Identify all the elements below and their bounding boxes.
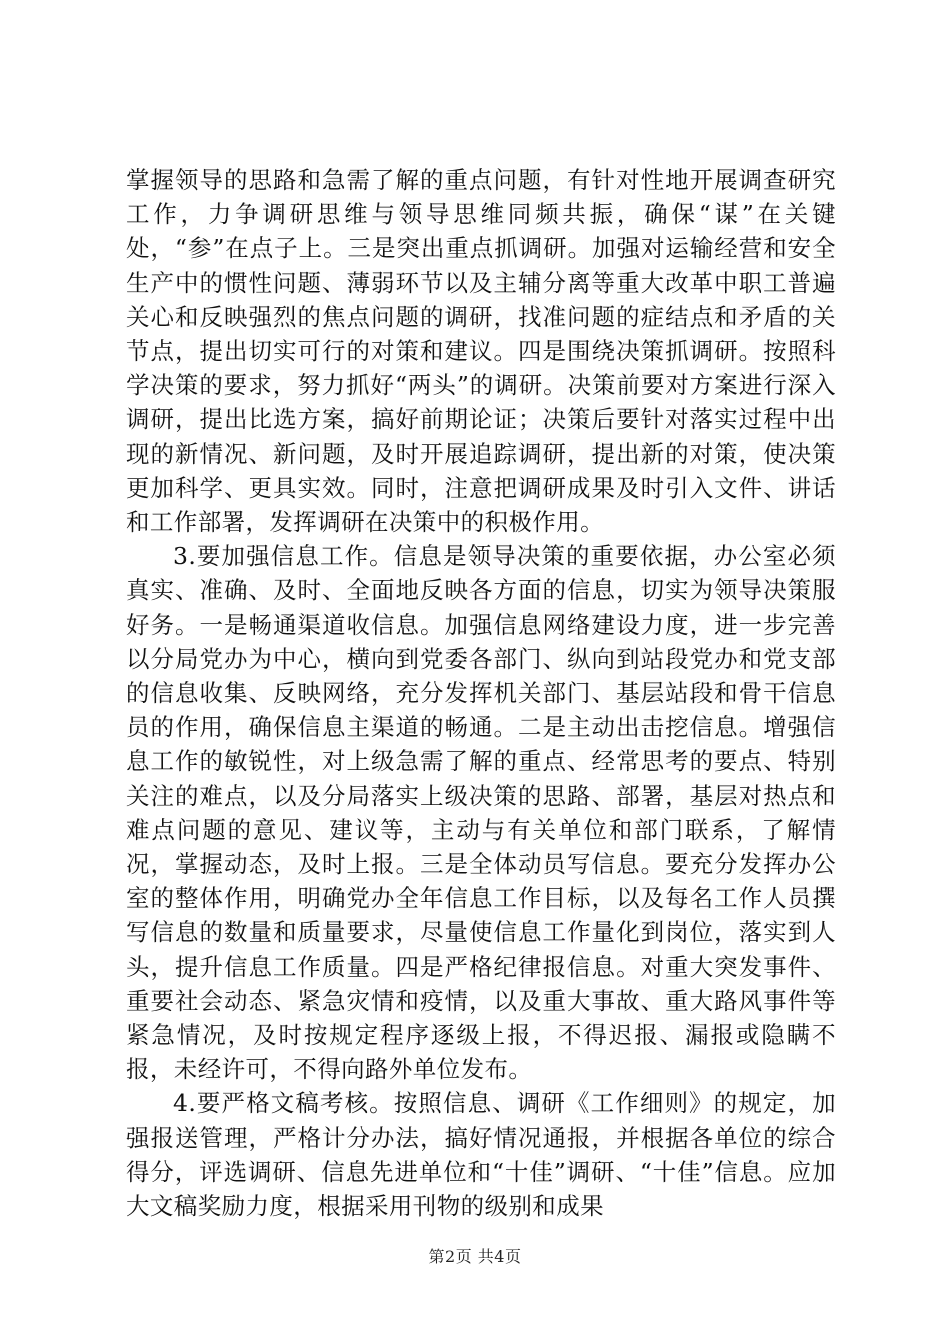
- paragraph-manuscript-review: 4.要严格文稿考核。按照信息、调研《工作细则》的规定，加强报送管理，严格计分办法，搞好情况通报，并根据各单位的综合得分，评选调研、信息先进单位和“十佳”调研、“十佳”信息。应加大文稿奖励力度，根据采用刊物的级别和成果: [126, 1089, 836, 1221]
- paragraph-continuation: 掌握领导的思路和急需了解的重点问题，有针对性地开展调查研究工作，力争调研思维与领导思维同频共振，确保“谋”在关键处，“参”在点子上。三是突出重点抓调研。加强对运输经营和安全生产中的惯性问题、薄弱环节以及主辅分离等重大改革中职工普遍关心和反映强烈的焦点问题的调研，找准问题的症结点和矛盾的关节点，提出切实可行的对策和建议。四是围绕决策抓调研。按照科学决策的要求，努力抓好“两头”的调研。决策前要对方案进行深入调研，提出比选方案，搞好前期论证；决策后要针对落实过程中出现的新情况、新问题，及时开展追踪调研，提出新的对策，使决策更加科学、更具实效。同时，注意把调研成果及时引入文件、讲话和工作部署，发挥调研在决策中的积极作用。: [126, 166, 836, 537]
- paragraph-information-work: 3.要加强信息工作。信息是领导决策的重要依据，办公室必须真实、准确、及时、全面地反映各方面的信息，切实为领导决策服好务。一是畅通渠道收信息。加强信息网络建设力度，进一步完善以分局党办为中心，横向到党委各部门、纵向到站段党办和党支部的信息收集、反映网络，充分发挥机关部门、基层站段和骨干信息员的作用，确保信息主渠道的畅通。二是主动出击挖信息。增强信息工作的敏锐性，对上级急需了解的重点、经常思考的要点、特别关注的难点，以及分局落实上级决策的思路、部署，基层对热点和难点问题的意见、建议等，主动与有关单位和部门联系，了解情况，掌握动态，及时上报。三是全体动员写信息。要充分发挥办公室的整体作用，明确党办全年信息工作目标，以及每名工作人员撰写信息的数量和质量要求，尽量使信息工作量化到岗位，落实到人头，提升信息工作质量。四是严格纪律报信息。对重大突发事件、重要社会动态、紧急灾情和疫情，以及重大事故、重大路风事件等紧急情况，及时按规定程序逐级上报，不得迟报、漏报或隐瞒不报，未经许可，不得向路外单位发布。: [126, 542, 836, 1084]
- document-body: [126, 163, 836, 1223]
- page-footer: 第2页 共4页: [428, 1247, 522, 1266]
